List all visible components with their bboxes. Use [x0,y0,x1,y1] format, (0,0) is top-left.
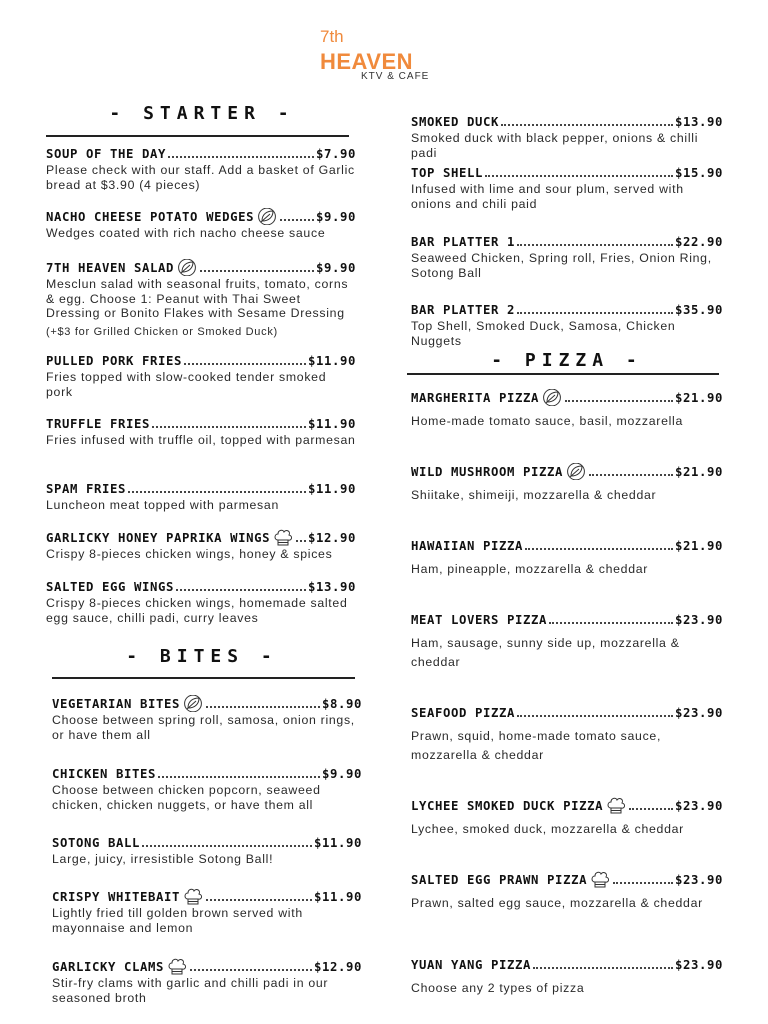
logo [0,24,768,86]
menu-item-name: SALTED EGG WINGS [46,579,175,594]
menu-item-description: Infused with lime and sour plum, served with onions and chili paid [411,182,684,211]
leaf-icon [176,259,198,276]
dot-leader [168,156,314,158]
dot-leader [184,363,306,365]
chef-hat-icon [589,871,611,888]
dot-leader [142,845,312,847]
menu-item-description: Lightly fried till golden brown served with mayonnaise and lemon [52,906,303,935]
menu-item-price: $21.90 [674,464,723,479]
chef-hat-icon [182,888,204,905]
menu-item-price: $8.90 [321,696,362,711]
section-divider [407,373,719,375]
menu-item [46,208,356,241]
menu-item-price: $15.90 [674,165,723,180]
menu-item [411,797,723,839]
dot-leader [629,808,673,810]
menu-item-header [411,389,723,406]
section-divider [52,677,355,679]
menu-item-price: $35.90 [674,302,723,317]
menu-item-header [46,415,356,432]
dot-leader [158,776,320,778]
dot-leader [485,175,673,177]
menu-item-header [46,578,356,595]
menu-item-header [52,958,362,975]
chef-hat-icon [605,797,627,814]
menu-item-description: Ham, sausage, sunny side up, mozzarella & cheddar [411,636,680,669]
menu-item-name: SMOKED DUCK [411,114,500,129]
dot-leader [296,540,306,542]
menu-item [46,259,356,338]
leaf-icon [565,463,587,480]
menu-item-name: SOTONG BALL [52,835,141,850]
menu-item-price: $12.90 [313,959,362,974]
menu-item-price: $12.90 [307,530,356,545]
dot-leader [176,589,306,591]
menu-item-description: Choose between spring roll, samosa, onion rings, or have them all [52,713,355,742]
dot-leader [152,426,306,428]
menu-item [46,145,356,192]
menu-item-price: $9.90 [315,209,356,224]
dot-leader [206,706,320,708]
menu-item-description: Fries infused with truffle oil, topped with parmesan [46,433,356,447]
leaf-icon [541,389,563,406]
menu-item-price: $11.90 [307,353,356,368]
logo-superscript: 7th [320,27,344,46]
menu-item-price: $21.90 [674,538,723,553]
menu-item-description: Luncheon meat topped with parmesan [46,498,279,512]
dot-leader [517,312,673,314]
dot-leader [501,124,673,126]
menu-item [411,463,723,505]
menu-item-header [411,463,723,480]
menu-item [46,529,356,562]
logo-wordmark: HEAVEN [320,49,414,74]
menu-item-header [52,765,362,782]
menu-item-name: MARGHERITA PIZZA [411,390,540,405]
menu-item-description: Mesclun salad with seasonal fruits, tomato, corns & egg. Choose 1: Peanut with Thai Sweet Dressing or Bonito Flakes with Sesame Dressing [46,277,349,320]
menu-item-name: 7TH HEAVEN SALAD [46,260,175,275]
dot-leader [206,899,312,901]
menu-item-price: $23.90 [674,705,723,720]
menu-item-name: LYCHEE SMOKED DUCK PIZZA [411,798,604,813]
menu-item-price: $23.90 [674,798,723,813]
menu-item-name: CHICKEN BITES [52,766,157,781]
menu-item-description: Prawn, salted egg sauce, mozzarella & cheddar [411,896,703,910]
menu-item [46,352,356,399]
chef-hat-icon [166,958,188,975]
menu-item-price: $9.90 [315,260,356,275]
menu-item [52,958,362,1005]
menu-item-description: Wedges coated with rich nacho cheese sauce [46,226,326,240]
menu-item-price: $13.90 [307,579,356,594]
menu-item-name: TOP SHELL [411,165,484,180]
menu-item-description: Please check with our staff. Add a basket of Garlic bread at $3.90 (4 pieces) [46,163,355,192]
menu-item-description: Shiitake, shimeiji, mozzarella & cheddar [411,488,657,502]
dot-leader [517,715,673,717]
menu-item-price: $21.90 [674,390,723,405]
menu-item-description: Prawn, squid, home-made tomato sauce, mozzarella & cheddar [411,729,662,762]
menu-item-price: $22.90 [674,234,723,249]
dot-leader [565,400,673,402]
menu-item-header [46,145,356,162]
menu-item [46,415,356,448]
menu-item-name: PULLED PORK FRIES [46,353,183,368]
section-divider [46,135,349,137]
menu-item-header [52,834,362,851]
section-title-starter: - STARTER - [109,103,295,124]
menu-item-name: BAR PLATTER 2 [411,302,516,317]
leaf-icon [256,208,278,225]
menu-item-description: Top Shell, Smoked Duck, Samosa, Chicken Nuggets [411,319,676,348]
menu-item-header [411,537,723,554]
menu-item-price: $11.90 [307,481,356,496]
menu-item-header [411,704,723,721]
menu-item-header [411,611,723,628]
menu-item-price: $23.90 [674,957,723,972]
menu-item-name: SPAM FRIES [46,481,127,496]
menu-item-name: YUAN YANG PIZZA [411,957,532,972]
menu-item-description: Crispy 8-pieces chicken wings, homemade salted egg sauce, chilli padi, curry leaves [46,596,348,625]
menu-item-header [411,301,723,318]
menu-item-header [411,956,723,973]
menu-item-description: Home-made tomato sauce, basil, mozzarella [411,414,684,428]
menu-item-description: Choose any 2 types of pizza [411,981,585,995]
dot-leader [280,219,314,221]
menu-item-description: Smoked duck with black pepper, onions & chilli padi [411,131,699,160]
menu-item-name: GARLICKY CLAMS [52,959,165,974]
chef-hat-icon [272,529,294,546]
menu-item [52,834,362,867]
menu-item [46,578,356,625]
menu-item-price: $23.90 [674,872,723,887]
menu-item-description: Fries topped with slow-cooked tender smoked pork [46,370,327,399]
menu-item-description: Ham, pineapple, mozzarella & cheddar [411,562,649,576]
dot-leader [589,474,673,476]
menu-item-description: Seaweed Chicken, Spring roll, Fries, Onion Ring, Sotong Ball [411,251,712,280]
menu-item [411,704,723,765]
logo-tagline: KTV & CAFE [361,71,430,82]
menu-item-header [411,871,723,888]
menu-item-price: $23.90 [674,612,723,627]
menu-item-price: $7.90 [315,146,356,161]
menu-item [52,888,362,935]
menu-item-price: $13.90 [674,114,723,129]
menu-item-header [411,164,723,181]
menu-item [411,956,723,998]
menu-item-name: SOUP OF THE DAY [46,146,167,161]
menu-item-note: (+$3 for Grilled Chicken or Smoked Duck) [46,325,278,338]
menu-item [411,164,723,211]
menu-item-name: GARLICKY HONEY PAPRIKA WINGS [46,530,271,545]
menu-item [411,611,723,672]
menu-item [46,480,356,513]
dot-leader [533,967,673,969]
menu-item [52,765,362,812]
menu-item [411,233,723,280]
menu-item [411,537,723,579]
menu-item-header [52,695,362,712]
menu-item [411,389,723,431]
dot-leader [525,548,673,550]
dot-leader [190,969,312,971]
dot-leader [517,244,673,246]
menu-item-name: VEGETARIAN BITES [52,696,181,711]
dot-leader [200,270,314,272]
menu-item [411,301,723,348]
menu-item-header [46,480,356,497]
menu-item-price: $9.90 [321,766,362,781]
menu-item-header [52,888,362,905]
menu-item-name: TRUFFLE FRIES [46,416,151,431]
leaf-icon [182,695,204,712]
menu-item-header [411,233,723,250]
menu-item-description: Stir-fry clams with garlic and chilli padi in our seasoned broth [52,976,329,1005]
dot-leader [128,491,306,493]
menu-item-header [411,113,723,130]
menu-item-name: NACHO CHEESE POTATO WEDGES [46,209,255,224]
menu-item-price: $11.90 [313,835,362,850]
menu-item-header [46,208,356,225]
menu-item-name: WILD MUSHROOM PIZZA [411,464,564,479]
section-title-bites: - BITES - [126,646,278,667]
menu-item [52,695,362,742]
menu-item-header [46,259,356,276]
menu-item [411,113,723,160]
menu-item-header [46,352,356,369]
menu-item-name: HAWAIIAN PIZZA [411,538,524,553]
menu-item-name: SALTED EGG PRAWN PIZZA [411,872,588,887]
menu-item-name: BAR PLATTER 1 [411,234,516,249]
menu-item-description: Lychee, smoked duck, mozzarella & cheddar [411,822,684,836]
section-title-pizza: - PIZZA - [491,350,643,371]
menu-item-header [411,797,723,814]
menu-item-description: Crispy 8-pieces chicken wings, honey & spices [46,547,333,561]
menu-item-name: SEAFOOD PIZZA [411,705,516,720]
dot-leader [613,882,673,884]
menu-item-name: CRISPY WHITEBAIT [52,889,181,904]
menu-item-header [46,529,356,546]
menu-item [411,871,723,913]
dot-leader [549,622,673,624]
menu-item-name: MEAT LOVERS PIZZA [411,612,548,627]
menu-item-description: Choose between chicken popcorn, seaweed chicken, chicken nuggets, or have them all [52,783,321,812]
menu-item-price: $11.90 [307,416,356,431]
menu-item-description: Large, juicy, irresistible Sotong Ball! [52,852,274,866]
menu-item-price: $11.90 [313,889,362,904]
